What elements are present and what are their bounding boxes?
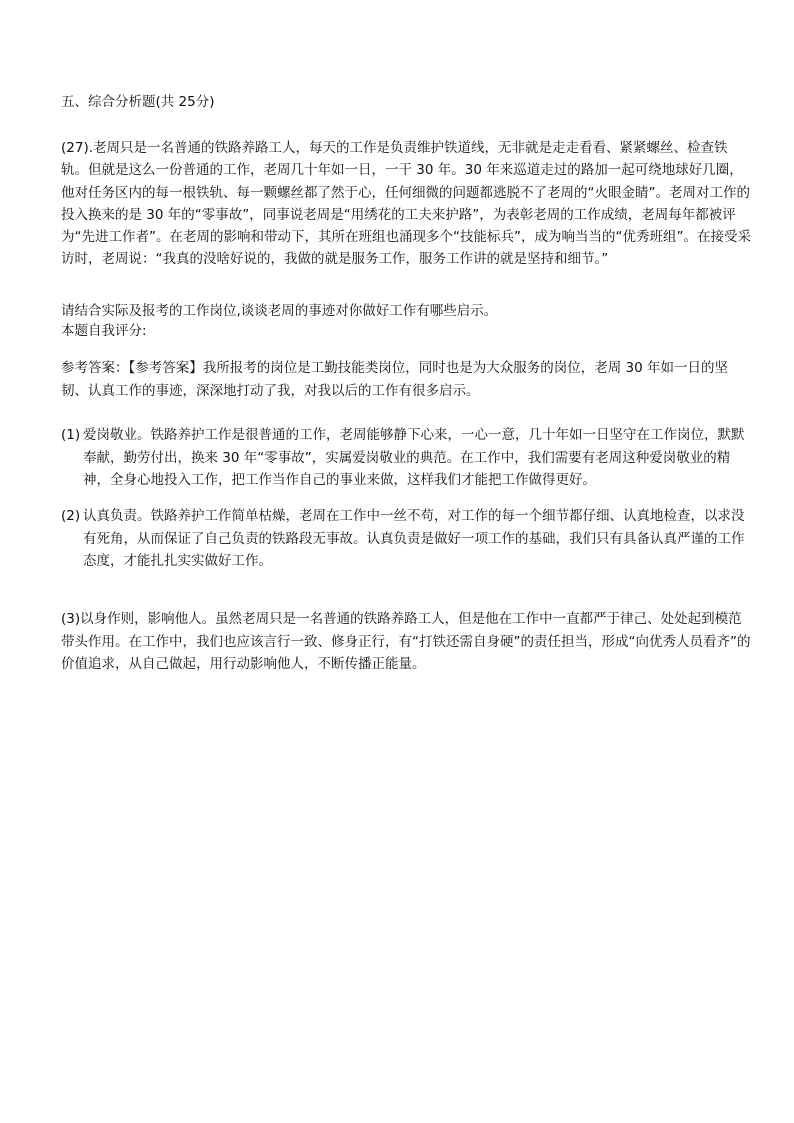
answer-tag: 【参考答案】 (128, 360, 203, 376)
answer-intro (61, 357, 751, 402)
question-number: (27). (61, 140, 94, 156)
question-paragraph (61, 137, 751, 271)
question-text: 老周只是一名普通的铁路养路工人，每天的工作是负责维护铁道线，无非就是走走看看、紧紧螺丝、检查铁轨。但就是这么一份普通的工作，老周几十年如一日，一干 30 年。30 年来巡道走过的路加一起可绕地球好几圈，他对任务区内的每一根铁轨、每一颗螺丝都了然于心，任何细微的问题都逃脱不了老周的“火眼金睛”。老周对工作的投入换来的是 30 年的“零事故”，同事说老周是“用绣花的工夫来护路”，为表彰老周的工作成绩，老周每年都被评为“先进工作者”。在老周的影响和带动下，其所在班组也涌现多个“技能标兵”，成为响当当的“优秀班组”。在接受采访时，老周说：“我真的没啥好说的，我做的就是服务工作，服务工作讲的就是坚持和细节。” (61, 140, 751, 268)
question-prompt: 请结合实际及报考的工作岗位,谈谈老周的事迹对你做好工作有哪些启示。 (61, 303, 498, 319)
answer-point (61, 505, 751, 573)
answer-point (61, 608, 751, 676)
answer-point-text: 以身作则，影响他人。虽然老周只是一名普通的铁路养路工人，但是他在工作中一直都严于律己、处处起到模范带头作用。在工作中，我们也应该言行一致、修身正行，有“打铁还需自身硬”的责任担当，形成“向优秀人员看齐”的价值追求，从自己做起，用行动影响他人，不断传播正能量。 (61, 611, 751, 672)
answer-point-number: (1) (61, 427, 81, 443)
answer-point-number: (2) (61, 508, 81, 524)
answer-point (61, 424, 751, 492)
answer-point-number: (3) (61, 611, 81, 627)
self-score-label: 本题自我评分: (61, 323, 147, 339)
answer-point-text: 爱岗敬业。铁路养护工作是很普通的工作，老周能够静下心来，一心一意，几十年如一日坚守在工作岗位，默默奉献，勤劳付出，换来 30 年“零事故”，实属爱岗敬业的典范。在工作中，我们需要有老周这种爱岗敬业的精神，全身心地投入工作，把工作当作自己的事业来做，这样我们才能把工作做得更好。 (83, 427, 745, 488)
answer-point-text: 认真负责。铁路养护工作简单枯燥，老周在工作中一丝不苟，对工作的每一个细节都仔细、认真地检查，以求没有死角，从而保证了自己负责的铁路段无事故。认真负责是做好一项工作的基础，我们只有具备认真严谨的工作态度，才能扎扎实实做好工作。 (83, 508, 745, 569)
answer-label: 参考答案： (61, 360, 129, 376)
answer-intro-text: 我所报考的岗位是工勤技能类岗位，同时也是为大众服务的岗位，老周 30 年如一日的坚韧、认真工作的事迹，深深地打动了我，对我以后的工作有很多启示。 (61, 360, 729, 399)
section-heading: 五、综合分析题(共 25分) (61, 94, 215, 110)
